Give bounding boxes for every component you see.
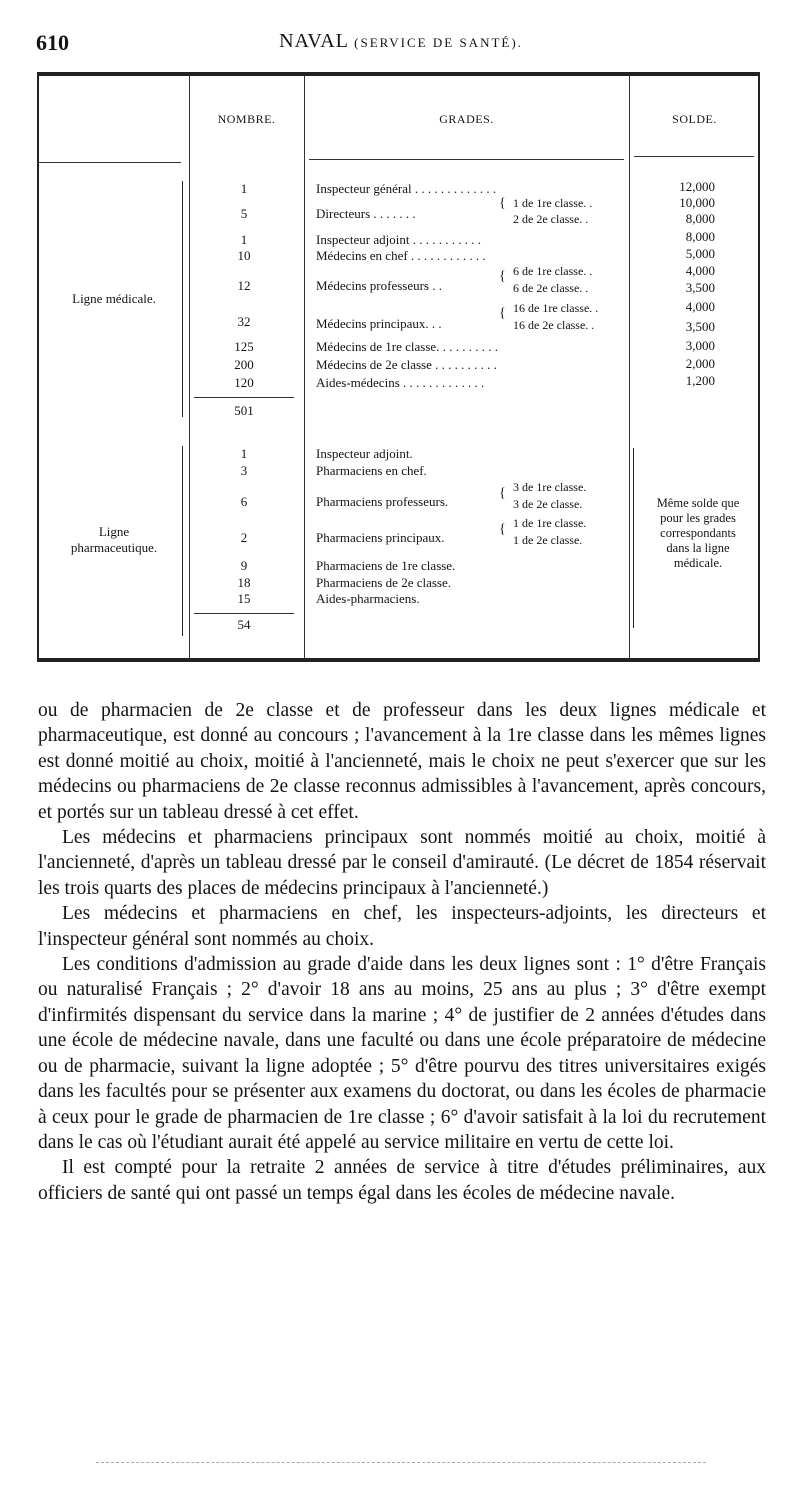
table-row-sub: 16 de 2e classe. . <box>513 318 595 332</box>
pharma-brace <box>182 446 183 636</box>
footer-rule <box>96 1462 706 1463</box>
table-row-grade: Aides-pharmaciens. <box>316 591 420 606</box>
body-text <box>38 698 766 1206</box>
running-title-main: NAVAL <box>279 30 349 52</box>
sub-brace: { <box>499 196 506 211</box>
table-row-nombre: 32 <box>237 314 251 329</box>
table-row-nombre: 2 <box>240 530 248 545</box>
paragraph: Les médecins et pharmaciens en chef, les inspecteurs-adjoints, les directeurs et l'inspecteur général sont nommés au choix. <box>38 903 766 950</box>
table-row-solde: 3,000 <box>685 338 715 353</box>
total-rule <box>194 397 294 398</box>
sub-brace: { <box>499 486 506 501</box>
total-rule <box>194 613 294 614</box>
table-row-solde: 1,200 <box>685 373 715 388</box>
table-row-sub: 16 de 1re classe. . <box>513 301 599 315</box>
table-row-grade: Médecins en chef . . . . . . . . . . . . <box>316 248 486 263</box>
table-row-grade: Directeurs . . . . . . . <box>316 206 416 221</box>
medical-total: 501 <box>234 403 254 418</box>
table-row-sub: 1 de 2e classe. <box>513 533 583 547</box>
table-row-solde: 5,000 <box>685 246 715 261</box>
table-row-nombre: 125 <box>234 339 254 354</box>
table-row-grade: Pharmaciens professeurs. <box>316 494 449 509</box>
table-row-grade: Médecins de 2e classe . . . . . . . . . . <box>316 357 497 372</box>
table-row-grade: Aides-médecins . . . . . . . . . . . . . <box>316 375 485 390</box>
solde-note-line: médicale. <box>673 556 723 570</box>
paragraph: Les conditions d'admission au grade d'aide dans les deux lignes sont : 1° d'être Français ou naturalisé Français ; 2° d'avoir 18 ans au moins, 25 ans au plus ; 3° d'être exempt d'infirmités dispensant du service dans la marine ; 4° de justifier de 2 années d'études dans une école de médecine navale, dans une faculté ou dans une école préparatoire de médecine ou de pharmacie, suivant la ligne adoptée ; 5° d'être pourvu des titres universitaires exigés dans les facultés pour se présenter aux examens du doctorat, ou dans les écoles de pharmacie à ceux pour le grade de pharmacien de 1re classe ; 6° d'avoir satisfait à la loi du recrutement dans le cas où l'étudiant aurait été appelé au service militaire en vertu de cette loi. <box>38 954 766 1153</box>
table-row-solde: 3,500 <box>685 319 715 334</box>
page-number: 610 <box>36 30 69 55</box>
header-rule <box>634 156 754 157</box>
solde-note-line: dans la ligne <box>666 541 730 555</box>
page-header <box>36 30 766 60</box>
header-solde: SOLDE. <box>672 112 717 126</box>
solde-note <box>634 496 762 571</box>
table-row-nombre: 5 <box>240 206 248 221</box>
table-row-nombre: 200 <box>234 357 254 372</box>
pharma-total: 54 <box>237 617 251 632</box>
header-rule <box>39 162 181 163</box>
paragraph: Les médecins et pharmaciens principaux sont nommés moitié au choix, moitié à l'ancienneté, d'après un tableau dressé par le conseil d'amirauté. (Le décret de 1854 réservait les trois quarts des places de médecins principaux à l'ancienneté.) <box>38 827 766 899</box>
table-row-grade: Pharmaciens principaux. <box>316 530 445 545</box>
pharma-line-label: Ligne <box>98 524 130 539</box>
table-row-grade: Pharmaciens en chef. <box>316 463 427 478</box>
table-row-solde: 8,000 <box>685 229 715 244</box>
table-row-grade: Pharmaciens de 1re classe. <box>316 558 456 573</box>
table-row-nombre: 12 <box>237 278 251 293</box>
table-row-sub: 1 de 1re classe. . <box>513 196 593 210</box>
column-divider <box>304 76 305 658</box>
sub-brace: { <box>499 306 506 321</box>
table-row-solde: 3,500 <box>685 280 715 295</box>
header-rule <box>309 159 624 160</box>
table-row-sub: 3 de 1re classe. <box>513 480 587 494</box>
table-row-nombre: 10 <box>237 248 251 263</box>
table-row-solde: 12,000 <box>679 179 715 194</box>
header-grades: GRADES. <box>439 112 494 126</box>
table-row-nombre: 18 <box>237 575 251 590</box>
table-row-grade: Inspecteur adjoint. <box>316 446 413 461</box>
table-row-sub: 3 de 2e classe. <box>513 497 583 511</box>
table-row-grade: Médecins principaux. . . <box>316 316 442 331</box>
paragraph: ou de pharmacien de 2e classe et de professeur dans les deux lignes médicale et pharmaceutique, est donné au concours ; l'avancement à la 1re classe dans les mêmes lignes est donné moitié au choix, moitié à l'ancienneté, mais le choix ne peut s'exercer que sur les médecins ou pharmaciens de 2e classe reconnus admissibles à l'avancement, après concours, et portés sur un tableau dressé à cet effet. <box>38 700 766 823</box>
table-row-grade: Pharmaciens de 2e classe. <box>316 575 452 590</box>
table-row-sub: 1 de 1re classe. <box>513 516 587 530</box>
running-title <box>36 30 766 53</box>
table-row-sub: 2 de 2e classe. . <box>513 212 589 226</box>
table-row-grade: Inspecteur adjoint . . . . . . . . . . . <box>316 232 481 247</box>
table-row-solde: 4,000 <box>685 263 715 278</box>
table-row-sub: 6 de 2e classe. . <box>513 281 589 295</box>
running-title-sub: (SERVICE DE SANTÉ). <box>354 35 523 50</box>
table-row-nombre: 1 <box>240 446 248 461</box>
table-row-nombre: 9 <box>240 558 248 573</box>
solde-note-line: pour les grades <box>660 511 736 525</box>
table-row-grade: Médecins de 1re classe. . . . . . . . . . <box>316 339 498 354</box>
medical-brace <box>182 181 183 417</box>
table-row-nombre: 1 <box>240 232 248 247</box>
table-row-solde: 2,000 <box>685 356 715 371</box>
pharma-line-label: pharmaceutique. <box>70 540 158 555</box>
header-nombre: NOMBRE. <box>217 112 276 126</box>
solde-note-line: Même solde que <box>656 496 740 510</box>
sub-brace: { <box>499 269 506 284</box>
table-row-nombre: 15 <box>237 591 251 606</box>
column-divider <box>629 76 630 658</box>
solde-note-line: correspondants <box>660 526 736 540</box>
table-row-solde: 8,000 <box>685 211 715 226</box>
table-row-nombre: 3 <box>240 463 248 478</box>
table-row-solde: 4,000 <box>685 299 715 314</box>
table-row-nombre: 1 <box>240 181 248 196</box>
medical-line-label: Ligne médicale. <box>72 291 156 306</box>
sub-brace: { <box>499 522 506 537</box>
paragraph: Il est compté pour la retraite 2 années de service à titre d'études préliminaires, aux officiers de santé qui ont passé un temps égal dans les écoles de médecine navale. <box>38 1157 766 1204</box>
table-row-grade: Médecins professeurs . . <box>316 278 442 293</box>
personnel-table <box>37 72 760 662</box>
table-row-nombre: 120 <box>234 375 254 390</box>
table-row-nombre: 6 <box>240 494 248 509</box>
table-row-grade: Inspecteur général . . . . . . . . . . . . . <box>316 181 497 196</box>
table-row-solde: 10,000 <box>679 195 715 210</box>
table-row-sub: 6 de 1re classe. . <box>513 264 593 278</box>
